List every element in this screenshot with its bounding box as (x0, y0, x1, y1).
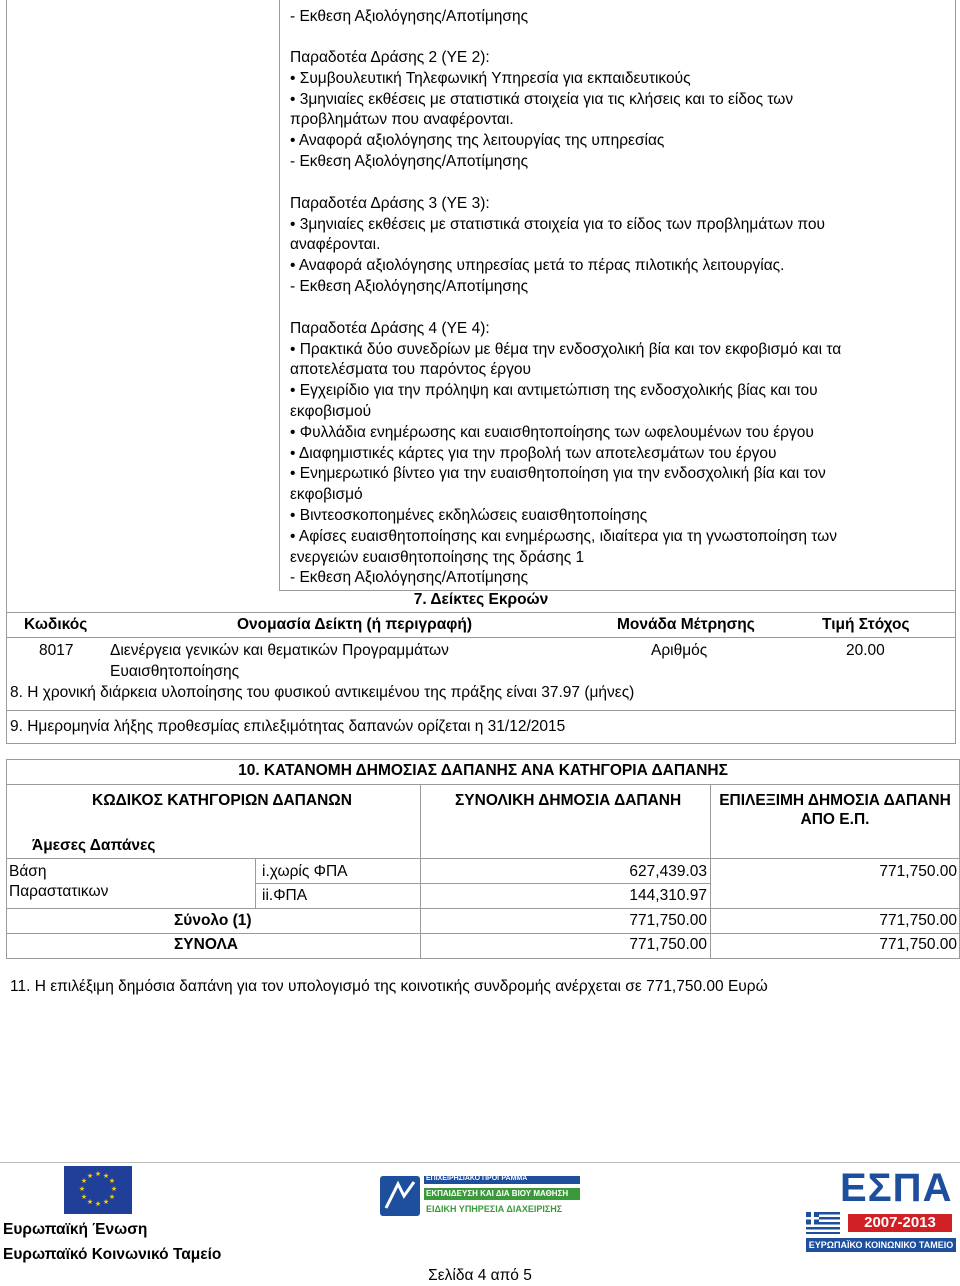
t10-row-i-eligible: 771,750.00 (879, 863, 957, 880)
eval-line: - Εκθεση Αξιολόγησης/Αποτίμησης (290, 8, 529, 25)
eu-label: Ευρωπαϊκή Ένωση (3, 1221, 148, 1238)
action4-line: εκφοβισμού (290, 403, 372, 420)
action4-line: • Ενημερωτικό βίντεο για την ευαισθητοποίηση για την ενδοσχολική βία και τον (290, 465, 826, 482)
espa-logo (800, 1166, 956, 1256)
action4-line: - Εκθεση Αξιολόγησης/Αποτίμησης (290, 569, 529, 586)
action4-line: αποτελέσματα του παρόντος έργου (290, 361, 531, 378)
col-header-name: Ονομασία Δείκτη (ή περιγραφή) (237, 616, 472, 633)
t10-rule-bottom (6, 958, 960, 959)
action2-line: • 3μηνιαίες εκθέσεις με στατιστικά στοιχεία για τις κλήσεις και το είδος των (290, 91, 794, 108)
t10-rule-sum1 (6, 933, 960, 934)
section8-text: 8. Η χρονική διάρκεια υλοποίησης του φυσικού αντικειμένου της πράξης είναι 37.97 (μήνες) (10, 684, 635, 701)
action4-line: • Εγχειρίδιο για την πρόληψη και αντιμετώπιση της ενδοσχολικής βίας και του (290, 382, 818, 399)
t10-rule-ii (6, 908, 960, 909)
frame-mid (279, 0, 280, 590)
action3-title: Παραδοτέα Δράσης 3 (ΥΕ 3): (290, 195, 490, 212)
t10-col-category: ΚΩΔΙΚΟΣ ΚΑΤΗΓΟΡΙΩΝ ΔΑΠΑΝΩΝ (92, 792, 352, 809)
action2-line: προβλημάτων που αναφέρονται. (290, 111, 514, 128)
indicator-name: Διενέργεια γενικών και θεματικών Προγραμμάτων (110, 642, 449, 659)
frame-right (955, 0, 956, 610)
programme-logo-line3: ΕΙΔΙΚΗ ΥΠΗΡΕΣΙΑ ΔΙΑΧΕΙΡΙΣΗΣ (426, 1204, 563, 1214)
t10-sums-total: 771,750.00 (629, 936, 707, 953)
t10-col-eligible: ΕΠΙΛΕΞΙΜΗ ΔΗΜΟΣΙΑ ΔΑΠΑΝΗ (719, 792, 951, 809)
action4-line: • Βιντεοσκοποημένες εκδηλώσεις ευαισθητοποίησης (290, 507, 648, 524)
s89-left (6, 610, 7, 744)
action2-line: • Αναφορά αξιολόγησης της λειτουργίας της υπηρεσίας (290, 132, 665, 149)
action4-line: • Φυλλάδια ενημέρωσης και ευαισθητοποίησης των ωφελουμένων του έργου (290, 424, 814, 441)
t10-rule-top (6, 759, 960, 760)
esf-label: Ευρωπαϊκό Κοινωνικό Ταμείο (3, 1246, 222, 1263)
svg-text:★: ★ (108, 1193, 116, 1201)
t10-sums-eligible: 771,750.00 (879, 936, 957, 953)
page-number: Σελίδα 4 από 5 (428, 1267, 532, 1284)
t10-col-total: ΣΥΝΟΛΙΚΗ ΔΗΜΟΣΙΑ ΔΑΠΑΝΗ (455, 792, 682, 809)
action3-line: • Αναφορά αξιολόγησης υπηρεσίας μετά το πέρας πιλοτικής λειτουργίας. (290, 257, 785, 274)
section7-header-rule (6, 637, 956, 638)
svg-text:★: ★ (80, 1177, 88, 1185)
indicator-unit: Αριθμός (651, 642, 708, 659)
t10-basis: Βάση (9, 863, 47, 880)
col-header-code: Κωδικός (24, 616, 88, 633)
indicator-name-cont: Ευαισθητοποίησης (110, 663, 240, 680)
t10-left (6, 759, 7, 959)
programme-logo (380, 1174, 580, 1244)
svg-text:★: ★ (94, 1200, 102, 1208)
section7-title: 7. Δείκτες Εκροών (413, 591, 549, 608)
svg-text:★: ★ (86, 1172, 94, 1180)
t10-basis-cont: Παραστατικων (9, 883, 109, 900)
t10-vline-b (710, 784, 711, 859)
t10-rule-i (255, 883, 710, 884)
t10-col-eligible-cont: ΑΠΟ Ε.Π. (800, 811, 870, 828)
t10-sum1-label: Σύνολο (1) (174, 912, 252, 929)
t10-rule-direct (6, 858, 960, 859)
action3-line: αναφέρονται. (290, 236, 381, 253)
action2-line: - Εκθεση Αξιολόγησης/Αποτίμησης (290, 153, 529, 170)
section9-rule (6, 743, 956, 744)
action2-line: • Συμβουλευτική Τηλεφωνική Υπηρεσία για εκπαιδευτικούς (290, 70, 691, 87)
svg-text:★: ★ (94, 1170, 102, 1178)
section9-text: 9. Ημερομηνία λήξης προθεσμίας επιλεξιμότητας δαπανών ορίζεται η 31/12/2015 (10, 718, 566, 735)
indicator-target: 20.00 (846, 642, 885, 659)
action3-line: - Εκθεση Αξιολόγησης/Αποτίμησης (290, 278, 529, 295)
espa-fund-label: ΕΥΡΩΠΑΪΚΟ ΚΟΙΝΩΝΙΚΟ ΤΑΜΕΙΟ (806, 1238, 956, 1252)
programme-logo-line2: ΕΚΠΑΙΔΕΥΣΗ ΚΑΙ ΔΙΑ ΒΙΟΥ ΜΑΘΗΣΗ (426, 1189, 569, 1198)
t10-row-ii-label: ii.ΦΠΑ (262, 887, 308, 904)
svg-text:★: ★ (86, 1198, 94, 1206)
action4-line: • Πρακτικά δύο συνεδρίων με θέμα την ενδοσχολική βία και τον εκφοβισμό και τα (290, 341, 842, 358)
s89-right (955, 610, 956, 744)
t10-row-i-label: i.χωρίς ΦΠΑ (262, 863, 348, 880)
action4-line: • Διαφημιστικές κάρτες για την προβολή των αποτελεσμάτων του έργου (290, 445, 777, 462)
action4-line: • Αφίσες ευαισθητοποίησης και ενημέρωσης, ιδιαίτερα για τη γνωστοποίηση των (290, 528, 837, 545)
espa-years: 2007-2013 (848, 1214, 952, 1232)
indicator-code: 8017 (39, 642, 74, 659)
action4-title: Παραδοτέα Δράσης 4 (ΥΕ 4): (290, 320, 490, 337)
t10-rule-title (6, 784, 960, 785)
svg-text:★: ★ (78, 1185, 86, 1193)
greek-flag-icon (806, 1212, 840, 1234)
action3-line: • 3μηνιαίες εκθέσεις με στατιστικά στοιχεία για το είδος των προβλημάτων που (290, 216, 825, 233)
col-header-target: Τιμή Στόχος (822, 616, 910, 633)
t10-sum1-total: 771,750.00 (629, 912, 707, 929)
frame-left (6, 0, 7, 610)
t10-vline-a (420, 784, 421, 859)
section11-text: 11. Η επιλέξιμη δημόσια δαπάνη για τον υπολογισμό της κοινοτικής συνδρομής ανέρχεται σε 771,750.00 Ευρώ (10, 978, 768, 995)
t10-direct-costs: Άμεσες Δαπάνες (32, 837, 156, 854)
section8-rule (6, 710, 956, 711)
espa-wordmark: ΕΣΠΑ (840, 1166, 953, 1210)
section10-title: 10. ΚΑΤΑΝΟΜΗ ΔΗΜΟΣΙΑΣ ΔΑΠΑΝΗΣ ΑΝΑ ΚΑΤΗΓΟΡΙΑ ΔΑΠΑΝΗΣ (238, 762, 728, 779)
svg-text:★: ★ (80, 1193, 88, 1201)
col-header-unit: Μονάδα Μέτρησης (617, 616, 755, 633)
action4-line: εκφοβισμό (290, 486, 363, 503)
svg-text:★: ★ (102, 1172, 110, 1180)
action2-title: Παραδοτέα Δράσης 2 (ΥΕ 2): (290, 49, 490, 66)
t10-row-i-total: 627,439.03 (629, 863, 707, 880)
svg-text:★: ★ (108, 1177, 116, 1185)
eu-flag-logo (64, 1166, 132, 1214)
t10-sum1-eligible: 771,750.00 (879, 912, 957, 929)
svg-text:★: ★ (102, 1198, 110, 1206)
footer-rule (0, 1162, 960, 1163)
section7-rule (6, 612, 956, 613)
action4-line: ενεργειών ευαισθητοποίησης της δράσης 1 (290, 549, 585, 566)
t10-row-ii-total: 144,310.97 (629, 887, 707, 904)
t10-sums-label: ΣΥΝΟΛΑ (174, 936, 239, 953)
svg-text:★: ★ (110, 1185, 118, 1193)
programme-logo-line1: ΕΠΙΧΕΙΡΗΣΙΑΚΟ ΠΡΟΓΡΑΜΜΑ (426, 1175, 528, 1182)
